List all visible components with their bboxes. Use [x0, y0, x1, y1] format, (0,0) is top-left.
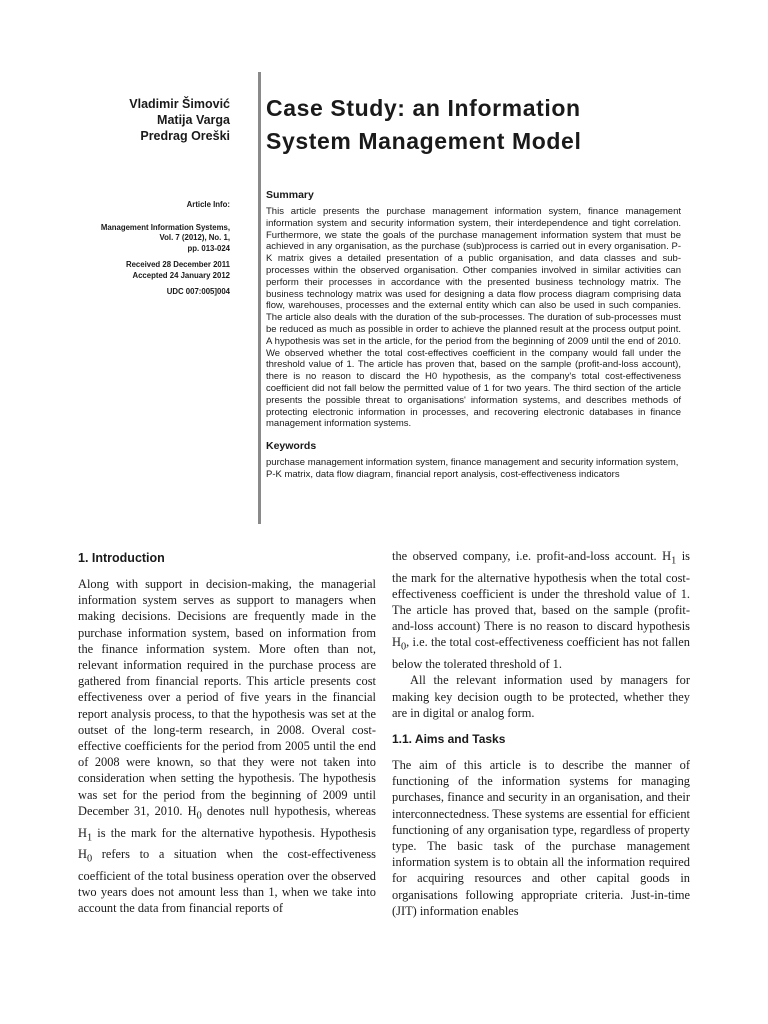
subscript: 1	[671, 555, 677, 567]
subsection-heading: 1.1. Aims and Tasks	[392, 731, 506, 746]
keywords-text: purchase management information system, finance management and security information system, P-K matrix, data flow diagram, financial report analysis, cost-effectiveness indicators	[266, 457, 679, 480]
abstract-block	[266, 189, 681, 481]
subscript: 1	[86, 831, 93, 843]
keywords-heading: Keywords	[266, 440, 317, 453]
text-run: denotes null hypothesis, whereas H	[78, 803, 376, 840]
section-heading: 1. Introduction	[78, 551, 165, 565]
text-run: is the mark for the alternative hypothesis. Hypothesis H	[78, 825, 376, 862]
journal-reference	[60, 223, 230, 255]
title-line: Case Study: an Information	[266, 95, 581, 121]
udc-code: UDC 007:005]004	[166, 287, 230, 296]
author-list	[60, 96, 230, 144]
subscript: 0	[400, 641, 407, 653]
author-name: Matija Varga	[157, 113, 230, 127]
article-title	[266, 92, 706, 158]
subscript: 0	[196, 810, 202, 822]
vertical-divider	[258, 72, 261, 524]
journal-line: Vol. 7 (2012), No. 1,	[159, 233, 230, 242]
journal-line: pp. 013-024	[187, 243, 230, 253]
text-run: the observed company, i.e. profit-and-loss account. H	[392, 549, 672, 563]
subscript: 0	[86, 853, 93, 865]
summary-text: This article presents the purchase management information system, finance management information system and security information system, their interdependence and tight correlation. Furthermore, we state the goals of the purchase management information system that must be achieved in any organisation, as the purchase (sub)process is carried out in every organisation. P-K matrix gives a detailed presentation of a public organisation, and data classes and sub-processes within the observed organisation. Other companies involved in similar activities can perform their processes in accordance with the presented business technology matrix. The business technology matrix was used for designing a data flow process diagram comprising data flow, warehouses, processes and the external entity which can also be used in such companies. The article also deals with the duration of the sub-processes. The duration of sub-processes must be reduced as much as possible in order to achieve the planned result at the process output point. A hypothesis was set in the article, for the period from the beginning of 2009 until the end of 2010. We observed whether the total cost-effectives coefficient in the company would fall under the threshold value of 1. The article has proven that, based on the sample (profit-and-loss account), there is no reason to discard the H0 hypothesis, as the company's total cost-effectiveness coefficient did not fall below the permitted value of 1 for two years. The third section of the article presents the possible threat to organisations' information systems, and describes methods of protecting electronic information in processes, and recovering electronic databases in finance management information systems.	[266, 206, 681, 430]
body-column-left	[78, 548, 376, 916]
article-info	[60, 200, 230, 298]
received-date: Received 28 December 2011	[125, 260, 230, 269]
article-info-label: Article Info:	[186, 200, 230, 209]
accepted-date: Accepted 24 January 2012	[132, 270, 230, 280]
author-name: Vladimir Šimović	[129, 97, 230, 111]
text-run: Along with support in decision-making, the managerial information system serves as support to managers when making decisions. Decisions are frequently made in the purchase information system, based on information from the finance information system. More often than not, relevant information required in the purchase process are gathered from financial reports. This article presents cost effectiveness over a period of five years in the financial report analysis process, to that the hypothesis was set at the outset of the long-term research, in 2008. Overal cost-effective coefficients for the period from 2005 until the end of 2008 were known, so that they were not taken into consideration when setting the hypothesis. The hypothesis was set for the period from the beginning of 2009 until December 31, 2010. H	[78, 577, 376, 818]
intro-paragraph	[78, 576, 376, 916]
text-run: is the mark for the alternative hypothesis when the total cost-effectiveness coefficient is under the threshold value of 1. The article has proved that, based on the sample (profit-and-loss account) There is no reason to discard hypothesis H	[392, 549, 690, 650]
body-column-right	[392, 548, 690, 919]
body-paragraph: All the relevant information used by managers for making key decision ougth to be protected, whether they are in digital or analog form.	[392, 673, 690, 720]
summary-heading: Summary	[266, 189, 314, 201]
author-name: Predrag Oreški	[140, 129, 230, 143]
text-run: , i.e. the total cost-effectiveness coefficient has not fallen below the tolerated threshold of 1.	[392, 635, 690, 672]
title-line: System Management Model	[266, 128, 582, 154]
text-run: refers to a situation when the cost-effectiveness coefficient of the total business operation over the observed two years does not amount less than 1, when we take into account the data from financial reports of	[78, 847, 376, 916]
aims-paragraph: The aim of this article is to describe the manner of functioning of the information systems for managing purchases, finance and security in an organisation, and their interconnectedness. These systems are essential for efficient functioning of any organisation type, regardless of property type. The basic task of the purchase management information system is to obtain all the information required for acquiring resources and other capital goods in organisations following appropriate criteria. Just-in-time (JIT) information enables	[392, 757, 690, 918]
body-paragraph	[392, 548, 690, 672]
journal-line: Management Information Systems,	[100, 222, 230, 232]
